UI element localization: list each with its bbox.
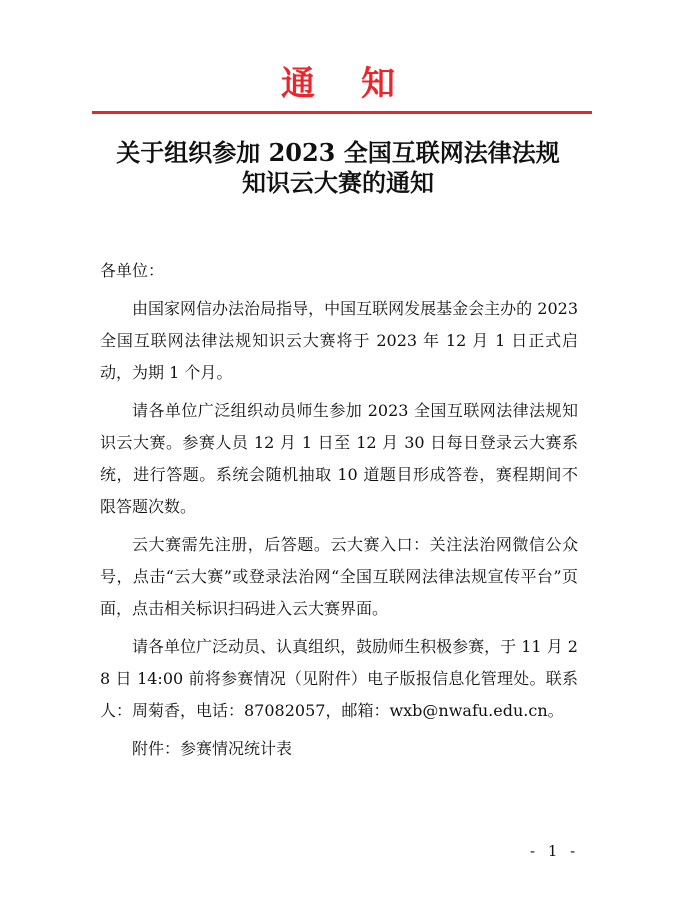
salutation: 各单位： bbox=[100, 261, 165, 280]
document-title-line-2: 知识云大赛的通知 bbox=[242, 168, 434, 197]
attachment-line: 附件：参赛情况统计表 bbox=[132, 739, 293, 758]
document-title bbox=[80, 138, 596, 198]
page-number: - 1 - bbox=[530, 842, 580, 860]
document-title-line-1: 关于组织参加 2023 全国互联网法律法规 bbox=[116, 138, 560, 167]
paragraph-reporting: 请各单位广泛动员、认真组织，鼓励师生积极参赛，于 11 月 28 日 14:00 前将参赛情况（见附件）电子版报信息化管理处。联系人：周菊香，电话：87082057，邮箱：wxb@nwafu.edu.cn。 bbox=[100, 637, 578, 720]
document-body bbox=[100, 255, 578, 765]
paragraph-participation: 请各单位广泛组织动员师生参加 2023 全国互联网法律法规知识云大赛。参赛人员 12 月 1 日至 12 月 30 日每日登录云大赛系统，进行答题。系统会随机抽取 10 道题目形成答卷，赛程期间不限答题次数。 bbox=[100, 401, 578, 516]
header-divider bbox=[92, 111, 592, 114]
notice-header-title: 通知 bbox=[281, 64, 441, 104]
paragraph-organizer: 由国家网信办法治局指导，中国互联网发展基金会主办的 2023 全国互联网法律法规知识云大赛将于 2023 年 12 月 1 日正式启动，为期 1 个月。 bbox=[100, 299, 578, 382]
paragraph-registration: 云大赛需先注册，后答题。云大赛入口：关注法治网微信公众号，点击“云大赛”或登录法治网“全国互联网法律法规宣传平台”页面，点击相关标识扫码进入云大赛界面。 bbox=[100, 535, 578, 618]
